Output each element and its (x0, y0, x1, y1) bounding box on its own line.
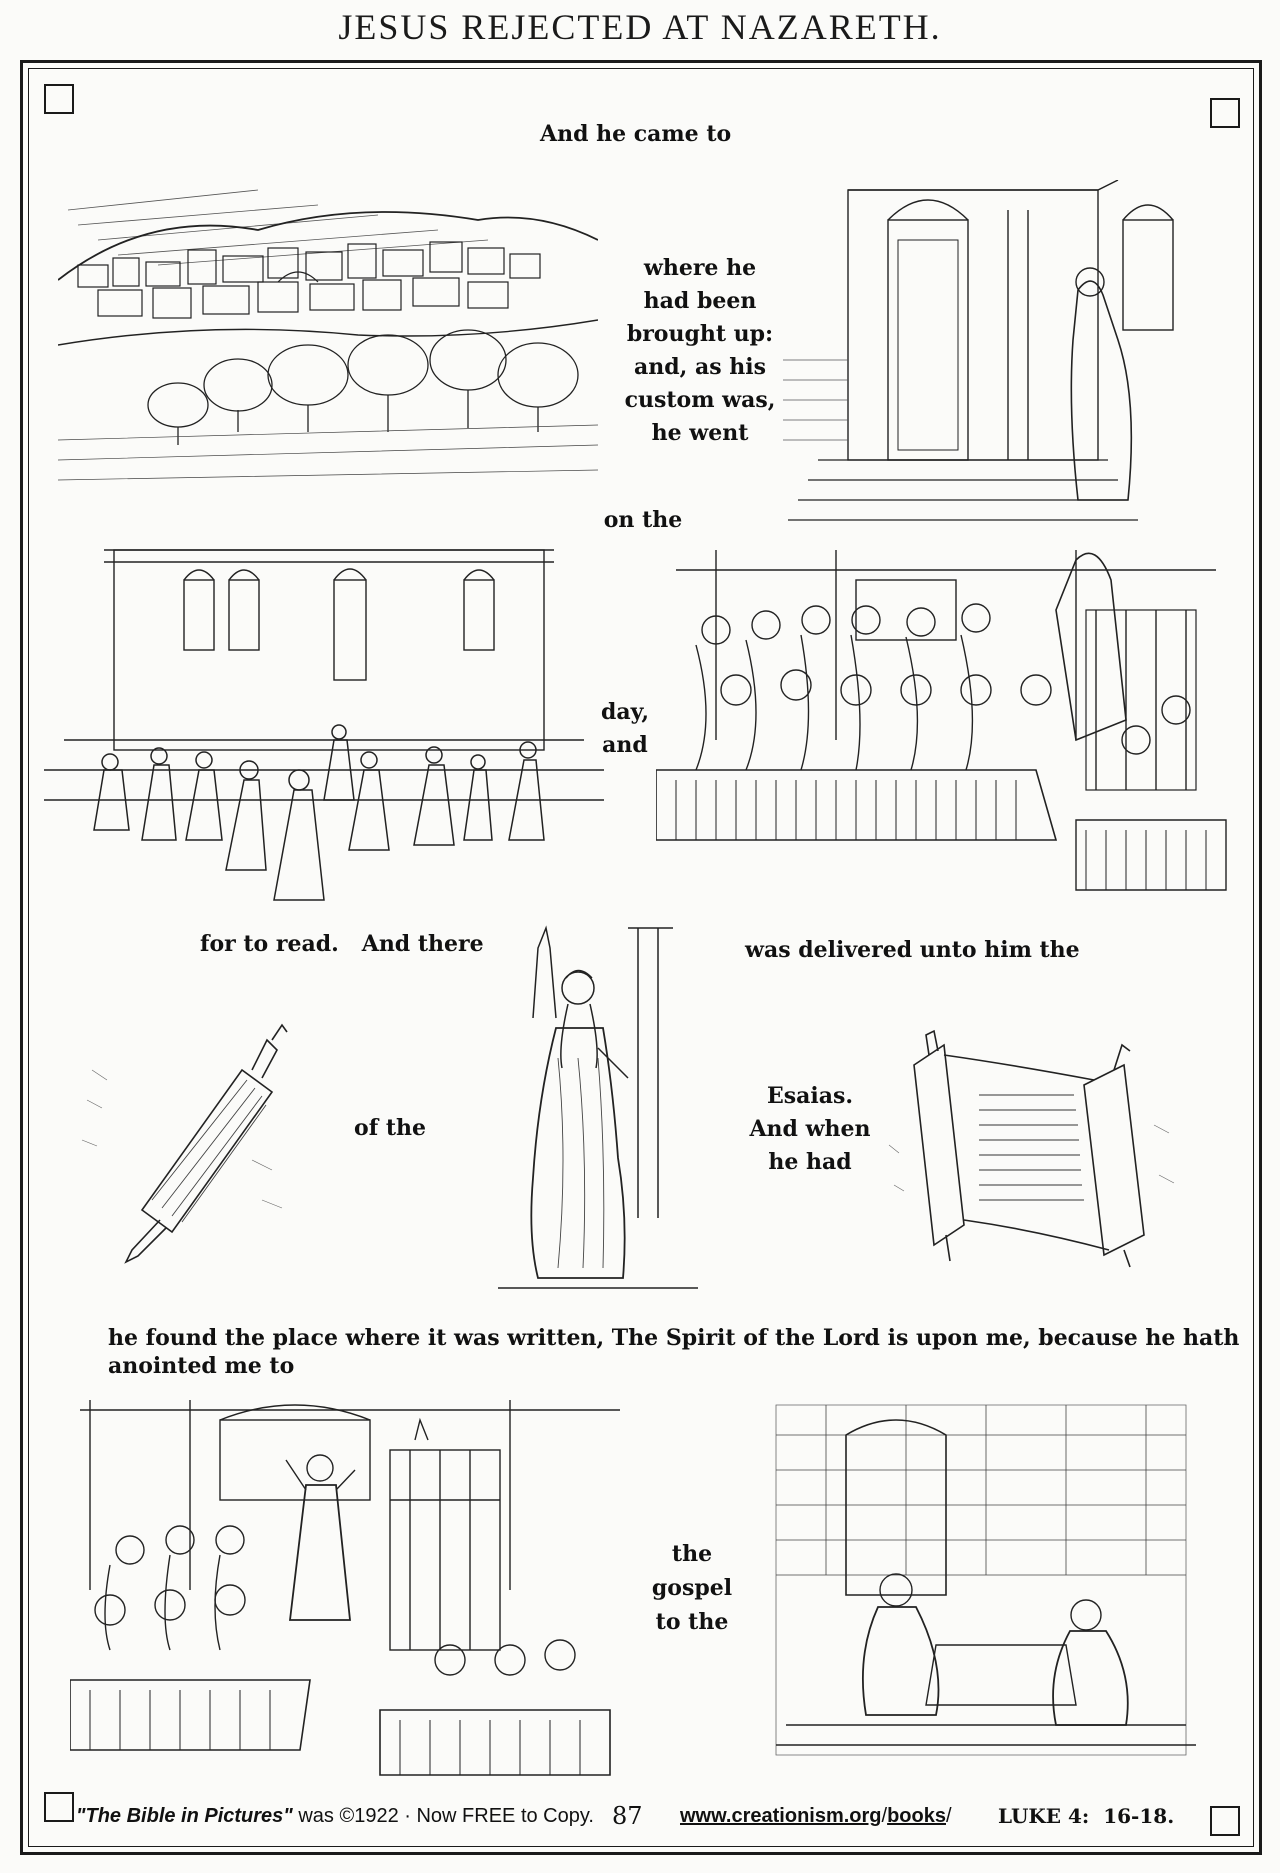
caption-and-when: And when (749, 1116, 871, 1142)
footer-book-title: "The Bible in Pictures" (76, 1805, 293, 1827)
caption-where-he: where he (643, 255, 757, 281)
caption-custom-was: custom was, (624, 387, 776, 413)
man-at-door-picture (778, 180, 1198, 530)
caption-gospel: gospel (651, 1575, 733, 1601)
open-scroll-picture (884, 1025, 1184, 1270)
footer-url[interactable] (680, 1798, 952, 1834)
caption-esaias: Esaias. (766, 1083, 854, 1109)
caption-the: the (671, 1541, 713, 1567)
city-of-nazareth-picture (58, 170, 598, 500)
footer-url-path[interactable]: books (887, 1805, 946, 1827)
page-title: JESUS REJECTED AT NAZARETH. (338, 7, 942, 47)
caption-on-the: on the (603, 507, 683, 533)
crowd-at-synagogue-picture (44, 540, 604, 915)
caption-of-the: of the (354, 1115, 426, 1141)
congregation-picture (656, 540, 1230, 918)
caption-found-place: he found the place where it was written, The Spirit of the Lord is upon me, because he hath (108, 1325, 1240, 1351)
footer-url-separator: / (881, 1805, 888, 1827)
closed-scroll-picture (72, 1010, 302, 1280)
caption-for-to-read: for to read. And there (200, 931, 484, 957)
footer-url-domain[interactable]: www.creationism.org (680, 1805, 882, 1827)
corner-ornament-top-left (44, 84, 74, 114)
caption-brought-up: brought up: (626, 321, 774, 347)
caption-day: day, (601, 699, 649, 725)
caption-delivered: was delivered unto him the (745, 937, 1080, 963)
corner-ornament-bottom-left (44, 1792, 74, 1822)
footer-copyright: was ©1922 · Now FREE to Copy. (298, 1805, 594, 1827)
caption-he-went: he went (651, 420, 749, 446)
reader-raising-hand-picture (498, 918, 704, 1300)
caption-he-had: he had (768, 1149, 852, 1175)
caption-had-been: had been (643, 288, 757, 314)
poor-people-picture (766, 1395, 1196, 1760)
corner-ornament-bottom-right (1210, 1806, 1240, 1836)
caption-came-to: And he came to (540, 121, 732, 147)
caption-anointed: anointed me to (108, 1353, 295, 1379)
footer-scripture-reference: LUKE 4: 16-18. (998, 1804, 1175, 1828)
footer-url-trailing-slash: / (946, 1805, 952, 1827)
caption-and: and (602, 732, 648, 758)
preaching-in-synagogue-picture (70, 1390, 630, 1780)
footer-page-number: 87 (612, 1802, 643, 1830)
caption-to-the: to the (655, 1609, 729, 1635)
caption-as-his: and, as his (634, 354, 766, 380)
corner-ornament-top-right (1210, 98, 1240, 128)
footer-book-credit (76, 1798, 594, 1834)
